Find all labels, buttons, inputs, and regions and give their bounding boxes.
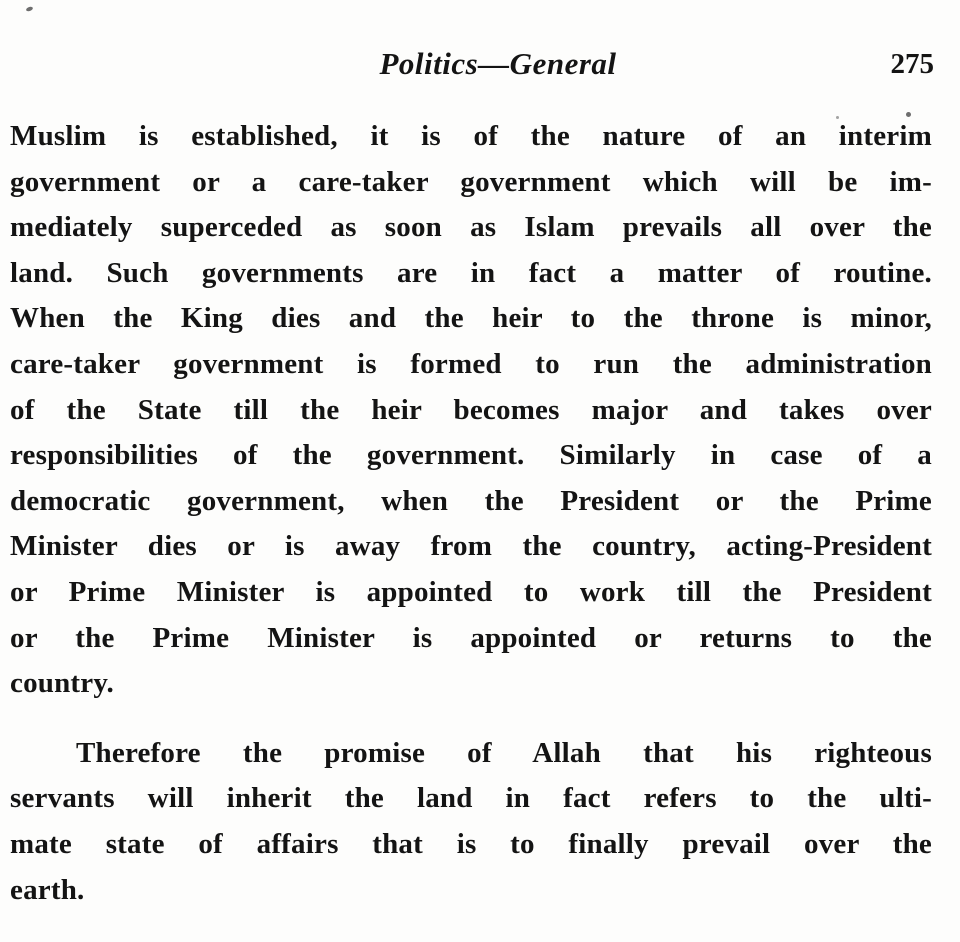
text-line: servants will inherit the land in fact refers to the ulti-	[10, 782, 932, 815]
scan-artifact	[906, 112, 911, 117]
paragraph	[10, 731, 932, 913]
text-line: government or a care-taker government which will be im-	[10, 165, 932, 198]
text-line: earth.	[10, 873, 85, 906]
text-line: country.	[10, 667, 114, 700]
text-line: care-taker government is formed to run the administration	[10, 347, 932, 380]
text-line: or the Prime Minister is appointed or returns to the	[10, 621, 932, 654]
page-header	[0, 46, 960, 90]
paragraph	[10, 114, 932, 707]
text-line: land. Such governments are in fact a matter of routine.	[10, 256, 932, 289]
text-line: responsibilities of the government. Similarly in case of a	[10, 439, 932, 472]
text-line: When the King dies and the heir to the throne is minor,	[10, 302, 932, 335]
page-body	[0, 114, 960, 913]
text-line: Minister dies or is away from the country, acting-President	[10, 530, 932, 563]
text-line: of the State till the heir becomes major and takes over	[10, 393, 932, 426]
page-number: 275	[890, 48, 934, 80]
text-line: mediately superceded as soon as Islam prevails all over the	[10, 211, 932, 244]
page-title: Politics—General	[379, 46, 617, 81]
text-line: mate state of affairs that is to finally prevail over the	[10, 827, 932, 860]
scan-artifact	[26, 6, 34, 12]
scan-artifact	[836, 116, 839, 119]
text-line: democratic government, when the President or the Prime	[10, 484, 932, 517]
text-line: or Prime Minister is appointed to work till the President	[10, 575, 932, 608]
text-line: Therefore the promise of Allah that his righteous	[76, 736, 932, 769]
text-line: Muslim is established, it is of the nature of an interim	[10, 120, 932, 152]
